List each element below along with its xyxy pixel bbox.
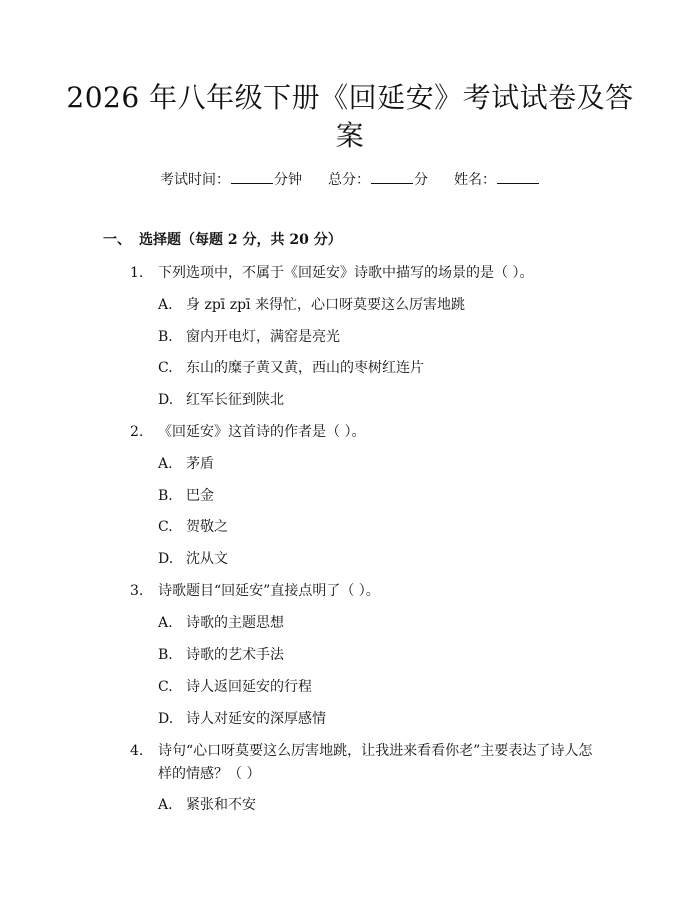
- option-text: 窗内开电灯，满窑是亮光: [186, 329, 340, 345]
- q1-option-a: [158, 294, 465, 314]
- score-label: 总分：: [328, 172, 370, 188]
- q3-option-c: [158, 676, 312, 696]
- option-text: 紧张和不安: [186, 797, 256, 813]
- page-title-line1: 2026 年八年级下册《回延安》考试试卷及答: [66, 81, 634, 114]
- option-letter: A.: [158, 615, 173, 631]
- score-unit: 分: [414, 172, 428, 188]
- q3-option-a: [158, 612, 284, 632]
- option-letter: A.: [158, 797, 173, 813]
- question-number: 1.: [130, 265, 144, 281]
- question-text: 《回延安》这首诗的作者是（ ）。: [158, 424, 366, 440]
- q1-option-d: [158, 389, 284, 409]
- page-title-line2: 案: [335, 119, 365, 152]
- option-text: 贺敬之: [186, 519, 228, 535]
- section-heading: [103, 229, 342, 249]
- question-3: [130, 580, 380, 600]
- option-letter: C.: [158, 519, 173, 535]
- option-letter: D.: [158, 392, 174, 408]
- q2-option-a: [158, 453, 214, 473]
- question-number: 4.: [130, 743, 144, 759]
- time-label: 考试时间：: [160, 172, 230, 188]
- name-blank: [497, 171, 539, 184]
- option-letter: D.: [158, 711, 174, 727]
- q3-option-d: [158, 708, 326, 728]
- option-text: 茅盾: [186, 456, 214, 472]
- question-text: 下列选项中，不属于《回延安》诗歌中描写的场景的是（ ）。: [158, 265, 534, 281]
- q2-option-d: [158, 548, 228, 568]
- option-letter: B.: [158, 488, 173, 504]
- q2-option-b: [158, 485, 214, 505]
- score-blank: [371, 171, 413, 184]
- option-text: 红军长征到陕北: [186, 392, 284, 408]
- option-letter: C.: [158, 679, 173, 695]
- question-number: 2.: [130, 424, 144, 440]
- question-1: [130, 262, 533, 282]
- name-label: 姓名：: [454, 172, 496, 188]
- q3-option-b: [158, 644, 284, 664]
- question-text: 诗句“心口呀莫要这么厉害地跳，让我进来看看你老”主要表达了诗人怎: [158, 743, 593, 759]
- option-text: 身 zpī zpī 来得忙，心口呀莫要这么厉害地跳: [186, 297, 465, 313]
- option-letter: A.: [158, 456, 173, 472]
- section-number: 一、: [103, 232, 131, 248]
- option-text: 诗人对延安的深厚感情: [186, 711, 326, 727]
- question-text: 诗歌题目“回延安”直接点明了（ ）。: [158, 583, 380, 599]
- q2-option-c: [158, 516, 228, 536]
- option-letter: B.: [158, 647, 173, 663]
- option-letter: C.: [158, 360, 173, 376]
- question-number: 3.: [130, 583, 144, 599]
- question-4-line2: 样的情感？（ ）: [158, 766, 261, 782]
- q4-option-a: [158, 794, 256, 814]
- exam-meta-line: [160, 169, 540, 189]
- time-unit: 分钟: [274, 172, 302, 188]
- option-letter: D.: [158, 551, 174, 567]
- option-letter: B.: [158, 329, 173, 345]
- option-text: 巴金: [186, 488, 214, 504]
- option-text: 沈从文: [186, 551, 228, 567]
- time-blank: [231, 171, 273, 184]
- question-4: [130, 740, 592, 760]
- option-text: 东山的糜子黄又黄，西山的枣树红连片: [186, 360, 424, 376]
- option-text: 诗人返回延安的行程: [186, 679, 312, 695]
- section-title: 选择题（每题 2 分，共 20 分）: [139, 232, 342, 248]
- option-letter: A.: [158, 297, 173, 313]
- question-2: [130, 421, 365, 441]
- option-text: 诗歌的主题思想: [186, 615, 284, 631]
- q1-option-c: [158, 357, 424, 377]
- q1-option-b: [158, 326, 340, 346]
- option-text: 诗歌的艺术手法: [186, 647, 284, 663]
